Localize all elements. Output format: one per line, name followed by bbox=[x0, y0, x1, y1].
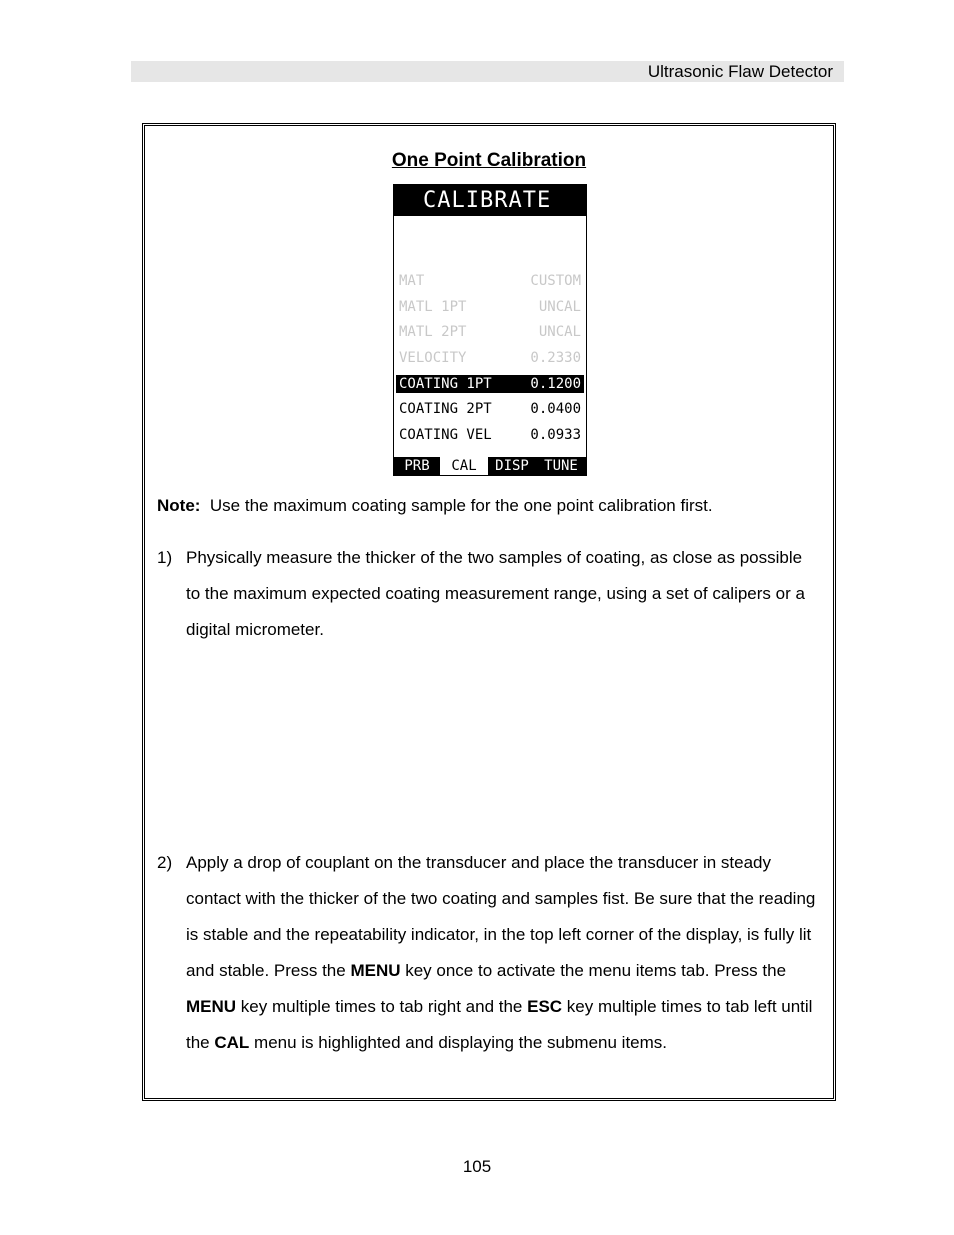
lcd-row-value: UNCAL bbox=[538, 324, 581, 340]
step-text-part: key once to activate the menu items tab. Press the bbox=[400, 961, 787, 980]
content-frame bbox=[142, 123, 836, 1101]
lcd-row-label: MATL 1PT bbox=[399, 299, 467, 315]
lcd-row-label: MAT bbox=[399, 273, 425, 289]
section-title: One Point Calibration bbox=[391, 150, 587, 171]
note-text: Use the maximum coating sample for the one point calibration first. bbox=[209, 496, 713, 515]
lcd-row-value: 0.2330 bbox=[530, 350, 581, 366]
lcd-row-coating-1pt bbox=[396, 375, 584, 393]
step-1 bbox=[157, 540, 817, 648]
lcd-row-value: UNCAL bbox=[538, 299, 581, 315]
page-number: 105 bbox=[462, 1157, 492, 1176]
lcd-row-matl-2pt bbox=[396, 323, 584, 341]
step-text-part: menu is highlighted and displaying the submenu items. bbox=[249, 1033, 668, 1052]
lcd-row-velocity bbox=[396, 349, 584, 367]
lcd-row-value: CUSTOM bbox=[530, 273, 581, 289]
lcd-row-label: COATING 2PT bbox=[399, 401, 492, 417]
step-2 bbox=[157, 845, 817, 1061]
step-text-part: key multiple times to tab left until the bbox=[186, 997, 813, 1052]
step-text bbox=[186, 845, 817, 1061]
menu-key-label: MENU bbox=[350, 961, 401, 980]
tab-tune: TUNE bbox=[544, 458, 578, 474]
lcd-row-mat bbox=[396, 272, 584, 290]
lcd-row-value: 0.0933 bbox=[530, 427, 581, 443]
lcd-row-value: 0.0400 bbox=[530, 401, 581, 417]
esc-key-label: ESC bbox=[527, 997, 563, 1016]
calibrate-screen bbox=[393, 184, 587, 476]
lcd-row-matl-1pt bbox=[396, 298, 584, 316]
lcd-row-label: MATL 2PT bbox=[399, 324, 467, 340]
menu-key-label: MENU bbox=[186, 997, 237, 1016]
lcd-row-label: COATING 1PT bbox=[399, 376, 492, 392]
note-paragraph bbox=[157, 494, 817, 518]
tab-cal: CAL bbox=[440, 457, 488, 475]
cal-menu-label: CAL bbox=[214, 1033, 250, 1052]
step-text-part: Apply a drop of couplant on the transducer and place the transducer in steady contact with the thicker of the two coating and samples fist. Be sure that the reading is stable and the repeatability indicator, in the top left corner of the display, is fully lit and stable. Press the bbox=[186, 853, 816, 980]
lcd-title: CALIBRATE bbox=[394, 185, 586, 216]
step-number: 2) bbox=[157, 853, 173, 872]
tab-prb: PRB bbox=[404, 458, 430, 474]
lcd-row-coating-2pt bbox=[396, 400, 584, 418]
step-text-part: key multiple times to tab right and the bbox=[236, 997, 528, 1016]
tab-disp: DISP bbox=[495, 458, 529, 474]
lcd-row-label: VELOCITY bbox=[399, 350, 467, 366]
header-bar bbox=[131, 61, 844, 82]
step-number: 1) bbox=[157, 548, 173, 567]
lcd-tab-bar bbox=[394, 457, 586, 475]
note-label: Note: bbox=[157, 496, 201, 515]
lcd-row-coating-vel bbox=[396, 426, 584, 444]
lcd-row-value: 0.1200 bbox=[530, 376, 581, 392]
lcd-row-label: COATING VEL bbox=[399, 427, 492, 443]
header-title: Ultrasonic Flaw Detector bbox=[647, 62, 833, 81]
step-text: Physically measure the thicker of the two samples of coating, as close as possible to the maximum expected coating measurement range, using a set of calipers or a digital micrometer. bbox=[186, 548, 805, 639]
